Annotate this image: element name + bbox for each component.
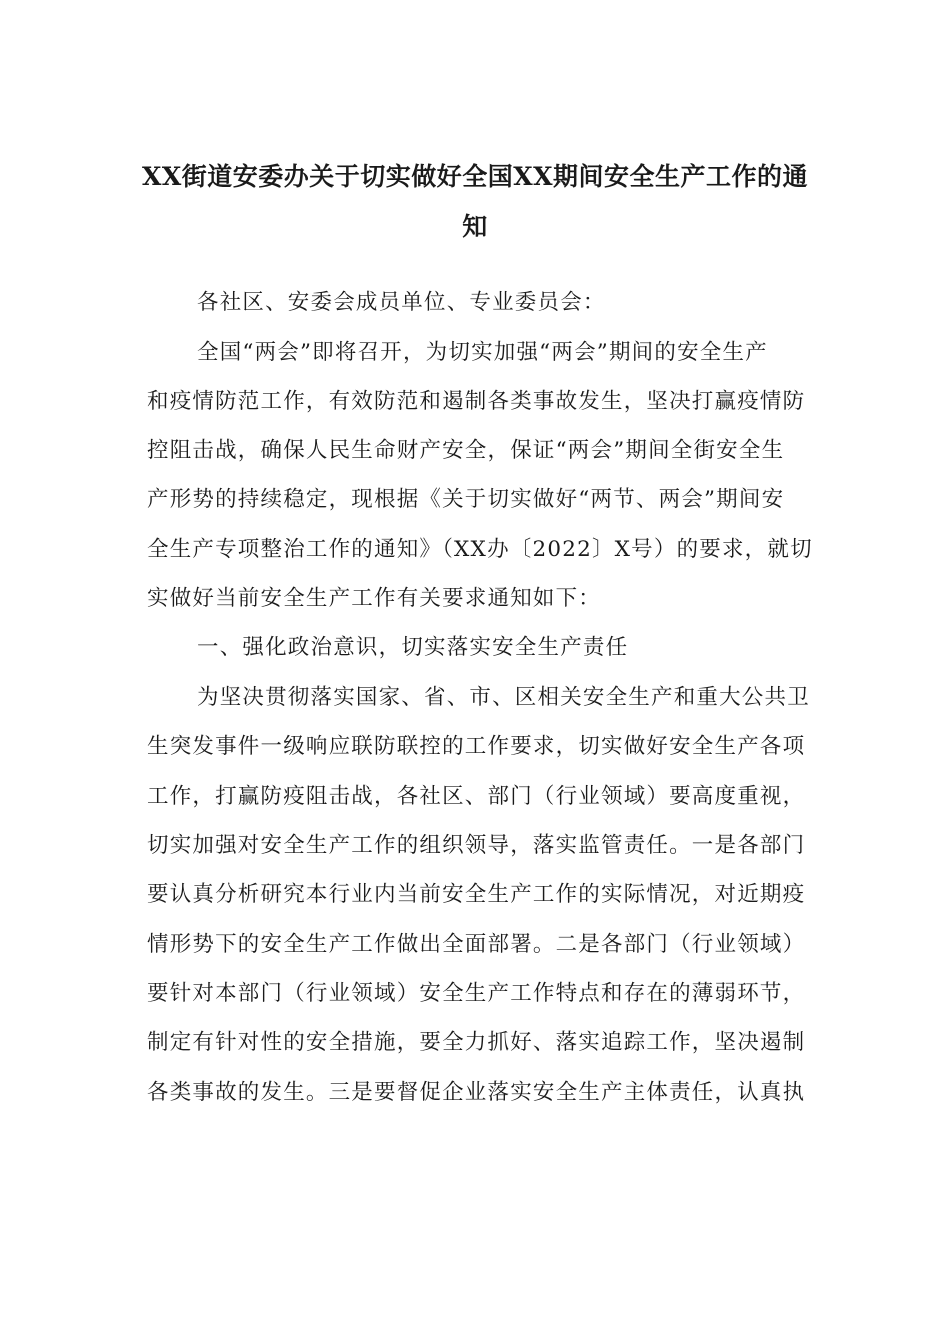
document-title-line-2: 知 <box>462 212 488 241</box>
document-title-line-1: XX街道安委办关于切实做好全国XX期间安全生产工作的通 <box>141 162 809 191</box>
salutation: 各社区、安委会成员单位、专业委员会： <box>197 290 606 315</box>
body-line: 和疫情防范工作，有效防范和遏制各类事故发生，坚决打赢疫情防 <box>147 389 806 414</box>
body-line: 生突发事件一级响应联防联控的工作要求，切实做好安全生产各项 <box>147 734 806 759</box>
body-line: 要针对本部门（行业领域）安全生产工作特点和存在的薄弱环节， <box>147 981 806 1006</box>
body-line: 要认真分析研究本行业内当前安全生产工作的实际情况，对近期疫 <box>147 882 806 907</box>
body-line: 实做好当前安全生产工作有关要求通知如下： <box>147 586 602 611</box>
body-line: 产形势的持续稳定，现根据《关于切实做好“两节、两会”期间安 <box>147 487 785 512</box>
body-line: 切实加强对安全生产工作的组织领导，落实监管责任。一是各部门 <box>147 833 806 858</box>
body-line: 各类事故的发生。三是要督促企业落实安全生产主体责任，认真执 <box>147 1080 806 1105</box>
body-line: 制定有针对性的安全措施，要全力抓好、落实追踪工作，坚决遏制 <box>147 1030 806 1055</box>
body-line: 全国“两会”即将召开，为切实加强“两会”期间的安全生产 <box>197 340 768 365</box>
body-line: 情形势下的安全生产工作做出全面部署。二是各部门（行业领域） <box>147 932 806 957</box>
body-line: 控阻击战，确保人民生命财产安全，保证“两会”期间全街安全生 <box>147 438 785 463</box>
body-line: 工作，打赢防疫阻击战，各社区、部门（行业领域）要高度重视， <box>147 784 806 809</box>
section-heading: 一、强化政治意识，切实落实安全生产责任 <box>197 635 629 660</box>
body-line: 为坚决贯彻落实国家、省、市、区相关安全生产和重大公共卫 <box>197 685 810 710</box>
body-line: 全生产专项整治工作的通知》（XX办〔2022〕X号）的要求，就切 <box>147 537 813 562</box>
